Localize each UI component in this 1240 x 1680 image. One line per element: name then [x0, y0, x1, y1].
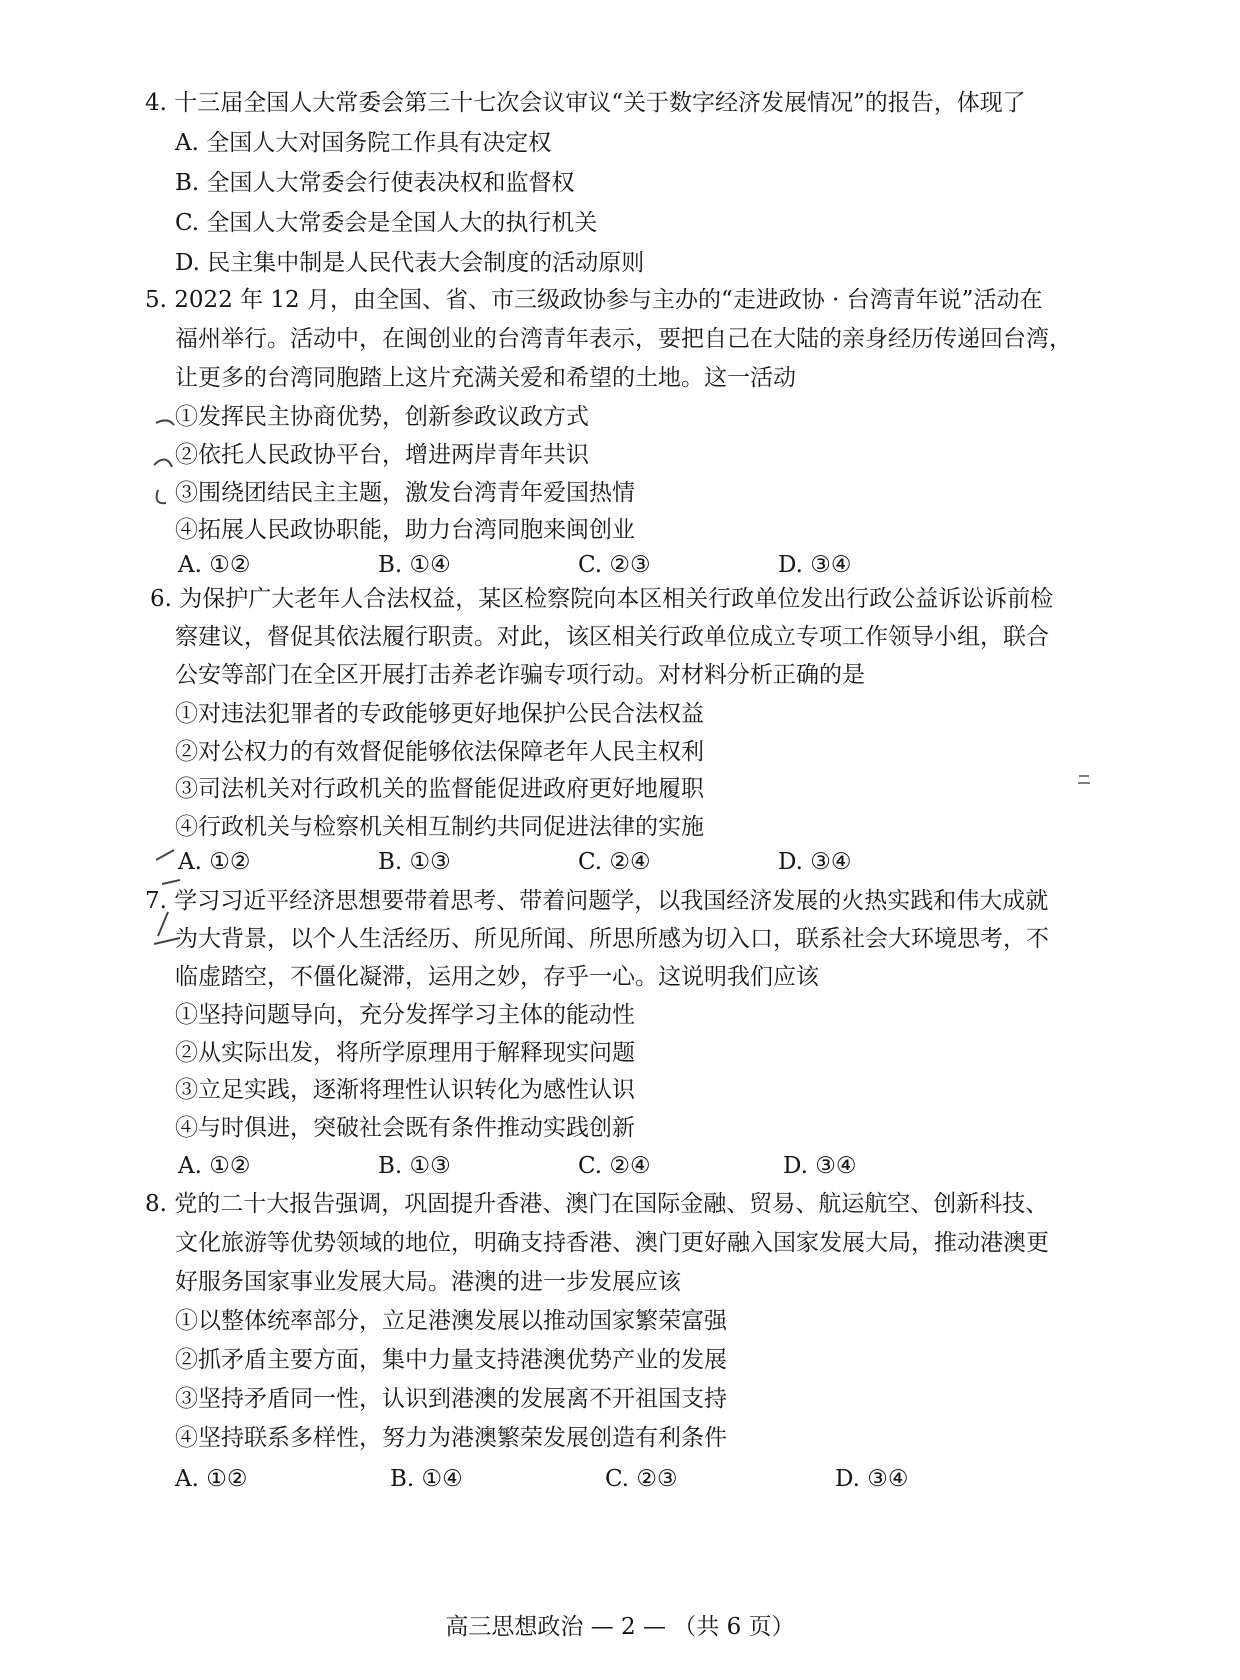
choice-c: C. 全国人大常委会是全国人大的执行机关: [175, 210, 598, 236]
choice-b: B. 全国人大常委会行使表决权和监督权: [175, 170, 575, 196]
statement-3: ③立足实践，逐渐将理性认识转化为感性认识: [175, 1077, 635, 1103]
statement-4: ④拓展人民政协职能，助力台湾同胞来闽创业: [175, 517, 635, 543]
statement-1: ①以整体统率部分，立足港澳发展以推动国家繁荣富强: [175, 1308, 727, 1334]
statement-1: ①对违法犯罪者的专政能够更好地保护公民合法权益: [175, 701, 704, 727]
option-d: D. ③④: [778, 552, 852, 578]
choice-d: D. 民主集中制是人民代表大会制度的活动原则: [175, 250, 645, 276]
pen-mark-icon: [150, 840, 190, 1000]
question-stem-line: 临虚踏空，不僵化凝滞，运用之妙，存乎一心。这说明我们应该: [175, 964, 819, 990]
statement-2: ②抓矛盾主要方面，集中力量支持港澳优势产业的发展: [175, 1347, 727, 1373]
question-stem: 5. 2022 年 12 月，由全国、省、市三级政协参与主办的“走进政协 · 台湾青年说”活动在: [145, 287, 1043, 313]
statement-2: ②依托人民政协平台，增进两岸青年共识: [175, 442, 589, 468]
question-stem-line: 福州举行。活动中，在闽创业的台湾青年表示，要把自己在大陆的亲身经历传递回台湾，: [175, 326, 1072, 352]
question-stem: 8. 党的二十大报告强调，巩固提升香港、澳门在国际金融、贸易、航运航空、创新科技、: [145, 1191, 1049, 1217]
page-footer: 高三思想政治 — 2 — （共 6 页）: [445, 1614, 795, 1640]
option-c: C. ②③: [605, 1466, 678, 1492]
option-b: B. ①④: [378, 552, 451, 578]
question-stem: 7. 学习习近平经济思想要带着思考、带着问题学，以我国经济发展的火热实践和伟大成就: [145, 888, 1049, 914]
statement-4: ④坚持联系多样性，努力为港澳繁荣发展创造有利条件: [175, 1425, 727, 1451]
option-c: C. ②④: [578, 849, 651, 875]
statement-3: ③坚持矛盾同一性，认识到港澳的发展离不开祖国支持: [175, 1386, 727, 1412]
option-d: D. ③④: [835, 1466, 909, 1492]
option-b: B. ①③: [378, 1153, 451, 1179]
statement-2: ②从实际出发，将所学原理用于解释现实问题: [175, 1040, 635, 1066]
statement-3: ③司法机关对行政机关的监督能促进政府更好地履职: [175, 776, 704, 802]
option-a: A. ①②: [178, 552, 251, 578]
question-stem-line: 让更多的台湾同胞踏上这片充满关爱和希望的土地。这一活动: [175, 365, 796, 391]
statement-2: ②对公权力的有效督促能够依法保障老年人民主权利: [175, 739, 704, 765]
question-stem-line: 察建议，督促其依法履行职责。对此，该区相关行政单位成立专项工作领导小组，联合: [175, 624, 1049, 650]
pen-mark-icon: [150, 395, 180, 535]
pen-mark-icon: [1075, 770, 1095, 790]
option-a: A. ①②: [178, 1153, 251, 1179]
question-stem-line: 为大背景，以个人生活经历、所见所闻、所思所感为切入口，联系社会大环境思考，不: [175, 926, 1049, 952]
question-stem: 4. 十三届全国人大常委会第三十七次会议审议“关于数字经济发展情况”的报告，体现了: [145, 90, 1026, 116]
question-stem-line: 文化旅游等优势领域的地位，明确支持香港、澳门更好融入国家发展大局，推动港澳更: [175, 1230, 1049, 1256]
choice-a: A. 全国人大对国务院工作具有决定权: [175, 130, 552, 156]
statement-1: ①坚持问题导向，充分发挥学习主体的能动性: [175, 1002, 635, 1028]
option-b: B. ①③: [378, 849, 451, 875]
option-a: A. ①②: [178, 849, 251, 875]
statement-1: ①发挥民主协商优势，创新参政议政方式: [175, 404, 589, 430]
option-c: C. ②③: [578, 552, 651, 578]
question-stem: 6. 为保护广大老年人合法权益，某区检察院向本区相关行政单位发出行政公益诉讼诉前检: [150, 586, 1054, 612]
option-d: D. ③④: [778, 849, 852, 875]
statement-3: ③围绕团结民主主题，激发台湾青年爱国热情: [175, 480, 635, 506]
question-stem-line: 公安等部门在全区开展打击养老诈骗专项行动。对材料分析正确的是: [175, 662, 865, 688]
statement-4: ④与时俱进，突破社会既有条件推动实践创新: [175, 1115, 635, 1141]
option-d: D. ③④: [783, 1153, 857, 1179]
option-b: B. ①④: [390, 1466, 463, 1492]
statement-4: ④行政机关与检察机关相互制约共同促进法律的实施: [175, 814, 704, 840]
option-a: A. ①②: [175, 1466, 248, 1492]
option-c: C. ②④: [578, 1153, 651, 1179]
question-stem-line: 好服务国家事业发展大局。港澳的进一步发展应该: [175, 1269, 681, 1295]
